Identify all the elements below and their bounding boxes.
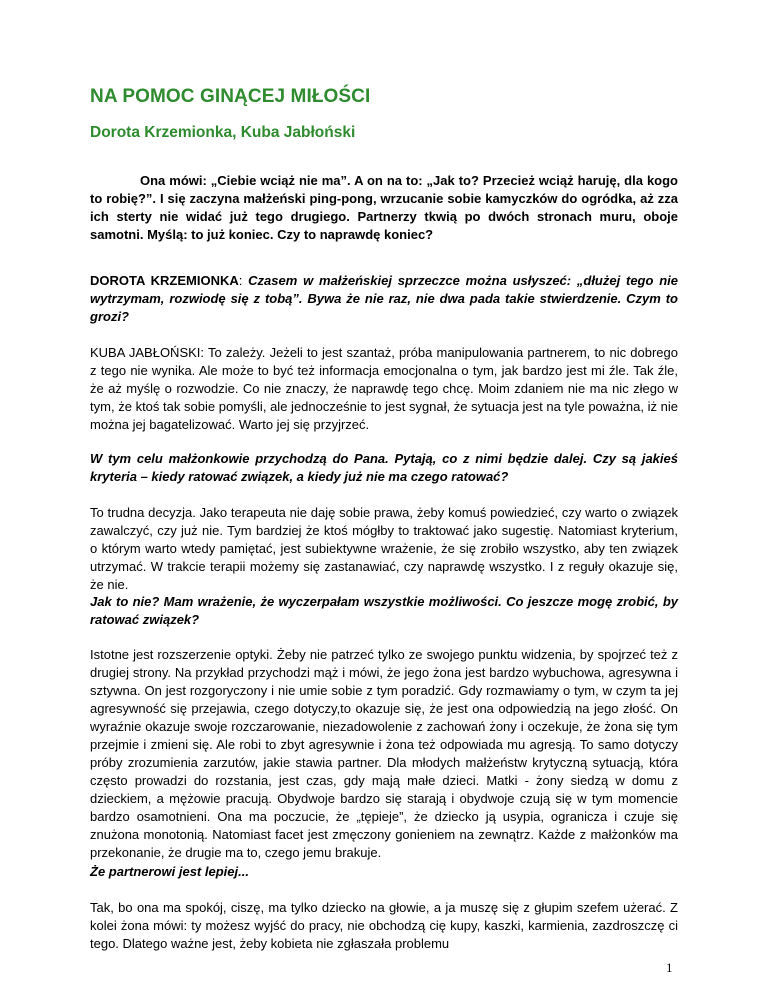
answer-1-text: To zależy. Jeżeli to jest szantaż, próba manipulowania partnerem, to nic dobrego z tego nie wynika. Ale może to być też informacja emocjonalna o tym, jak bardzo jest mi źle. Tak źle, że aż myślę o rozwodzie. Co nie znaczy, że naprawdę tego chcę. Moim zdaniem nie ma nic złego w tym, że ktoś tak sobie pomyśli, ale jednocześnie to jest sygnał, że sytuacja jest na tyle poważna, iż nie można jej bagatelizować. Warto jej się przyjrzeć. <box>90 345 678 432</box>
question-3: Jak to nie? Mam wrażenie, że wyczerpałam wszystkie możliwości. Co jeszcze mogę zrobić, by ratować związek? <box>90 594 678 627</box>
answer-1: KUBA JABŁOŃSKI: To zależy. Jeżeli to jest szantaż, próba manipulowania partnerem, to nic dobrego z tego nie wynika. Ale może to być też informacja emocjonalna o tym, jak bardzo jest mi źle. Tak źle, że aż myślę o rozwodzie. Co nie znaczy, że naprawdę tego chcę. Moim zdaniem nie ma nic złego w tym, że ktoś tak sobie pomyśli, ale jednocześnie to jest sygnał, że sytuacja jest na tyle poważna, iż nie można jej bagatelizować. Warto jej się przyjrzeć. <box>90 345 678 432</box>
question-1: DOROTA KRZEMIONKA: Czasem w małżeńskiej sprzeczce można usłyszeć: „dłużej tego nie wytrzymam, rozwiodę się z tobą”. Bywa że nie raz, nie dwa pada takie stwierdzenie. Czym to grozi? <box>90 273 678 324</box>
speaker-dorota: DOROTA KRZEMIONKA <box>90 273 239 288</box>
lead-paragraph: Ona mówi: „Ciebie wciąż nie ma”. A on na to: „Jak to? Przecież wciąż haruję, dla kogo to robię?”. I się zaczyna małżeński ping-pong, wrzucanie sobie kamyczków do ogródka, aż zza ich sterty nie widać już tego drugiego. Partnerzy tkwią po dwóch stronach muru, oboje samotni. Myślą: to już koniec. Czy to naprawdę koniec? <box>90 173 678 242</box>
answer-2: To trudna decyzja. Jako terapeuta nie daję sobie prawa, żeby komuś powiedzieć, czy warto o związek zawalczyć, czy już nie. Tym bardziej że ktoś mógłby to traktować jako sugestię. Natomiast kryterium, o którym warto wtedy pamiętać, jest subiektywne wrażenie, że się zrobiło wszystko, aby ten związek utrzymać. W trakcie terapii możemy się zastanawiać, czy naprawdę wszystko. I z reguły okazuje się, że nie. <box>90 505 678 592</box>
question-4: Że partnerowi jest lepiej... <box>90 864 249 879</box>
page-number: 1 <box>666 960 673 975</box>
answer-3: Istotne jest rozszerzenie optyki. Żeby nie patrzeć tylko ze swojego punktu widzenia, by spojrzeć też z drugiej strony. Na przykład przychodzi mąż i mówi, że jego żona jest bardzo wybuchowa, agresywna i sztywna. On jest rozgoryczony i nie umie sobie z tym poradzić. Gdy rozmawiamy o tym, w czym ta jej agresywność się przejawia, czego dotyczy,to okazuje się, że jest ona odpowiedzią na jego złość. On wyraźnie okazuje swoje rozczarowanie, niezadowolenie z zachowań żony i oczekuje, że żona się tym przejmie i zmieni się. Ale robi to zbyt agresywnie i żona też odpowiada mu agresją. To samo dotyczy próby zrozumienia zarzutów, jakie stawia partner. Dla młodych małżeństw krytyczną sytuacją, która często prowadzi do rozstania, jest czas, gdy mają małe dzieci. Matki - żony siedzą w domu z dzieckiem, a mężowie pracują. Obydwoje bardzo się starają i obydwoje czują się w tym momencie bardzo osamotnieni. Ona ma poczucie, że „tępieje”, że dziecko ją usypia, ogranicza i czuje się znużona monotonią. Natomiast facet jest zmęczony gonieniem na zewnątrz. Każde z małżonków ma przekonanie, że drugie ma to, czego jemu brakuje. <box>90 647 678 860</box>
question-2: W tym celu małżonkowie przychodzą do Pana. Pytają, co z nimi będzie dalej. Czy są jakieś kryteria – kiedy ratować związek, a kiedy już nie ma czego ratować? <box>90 451 678 484</box>
article-title: NA POMOC GINĄCEJ MIŁOŚCI <box>90 86 371 107</box>
question-1-text: Czasem w małżeńskiej sprzeczce można usłyszeć: „dłużej tego nie wytrzymam, rozwiodę się z tobą”. Bywa że nie raz, nie dwa pada takie stwierdzenie. Czym to grozi? <box>90 273 678 324</box>
speaker-kuba: KUBA JABŁOŃSKI <box>90 345 201 360</box>
answer-4: Tak, bo ona ma spokój, ciszę, ma tylko dziecko na głowie, a ja muszę się z głupim szefem użerać. Z kolei żona mówi: ty możesz wyjść do pracy, nie obchodzą cię kupy, kaszki, karmienia, zazdroszczę ci tego. Dlatego ważne jest, żeby kobieta nie zgłaszała problemu <box>90 900 678 951</box>
article-authors: Dorota Krzemionka, Kuba Jabłoński <box>90 124 356 141</box>
